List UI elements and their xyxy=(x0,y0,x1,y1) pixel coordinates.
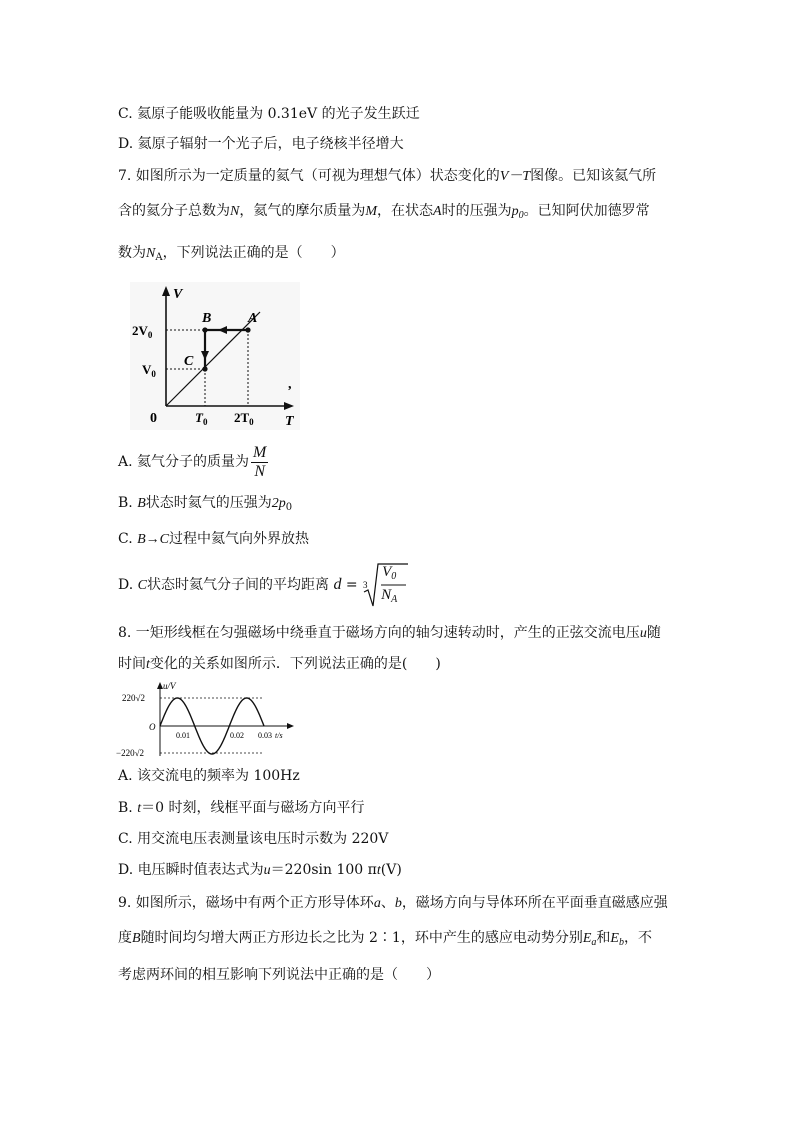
stray-comma: , xyxy=(288,377,292,392)
point-c xyxy=(202,366,207,371)
q8-option-b: B. t＝0 时刻，线框平面与磁场方向平行 xyxy=(118,800,365,816)
cube-root-formula: 3 $V_0$ $N_A$ xyxy=(362,562,408,608)
axis-t-label: T xyxy=(285,414,294,429)
ymin-label: −220√2 xyxy=(116,748,145,758)
q7-option-b: B. B状态时氦气的压强为$2p_0$ xyxy=(118,495,293,513)
q9-stem-line3: 考虑两环间的相互影响下列说法中正确的是（ ） xyxy=(118,967,440,983)
q7-stem-line1: 7. 如图所示为一定质量的氦气（可视为理想气体）状态变化的V－T图像。已知该氦气所 xyxy=(118,168,657,184)
label-point-a: A xyxy=(248,311,258,326)
q7-option-d: D. C状态时氦气分子间的平均距离 d = 3 $V_0$ $N_A$ xyxy=(118,560,408,611)
origin-label: 0 xyxy=(150,411,157,426)
q7-option-c: C. B→C过程中氦气向外界放热 xyxy=(118,531,310,547)
sine-graph xyxy=(114,680,294,760)
label-point-b: B xyxy=(202,311,212,326)
ylabel: u/V xyxy=(163,681,176,691)
label-2v0: $2V_0$ xyxy=(132,323,153,340)
svg-text:3: 3 xyxy=(363,580,368,590)
ymax-label: 220√2 xyxy=(122,693,145,703)
q8-option-c: C. 用交流电压表测量该电压时示数为 220V xyxy=(118,831,389,847)
tick-003: 0.03 xyxy=(258,731,272,740)
q8-stem-line2: 时间t变化的关系如图所示．下列说法正确的是( ) xyxy=(118,656,441,672)
q7-stem-line2: 含的氦分子总数为N，氦气的摩尔质量为M，在状态A时的压强为$p_0$。已知阿伏加德罗常 xyxy=(118,203,650,221)
q6-option-d: D. 氦原子辐射一个光子后，电子绕核半径增大 xyxy=(118,136,404,152)
vt-graph xyxy=(130,282,300,430)
q9-stem-line2: 度B随时间均匀增大两正方形边长之比为 2∶1，环中产生的感应电动势分别$E_a$和$E_b$，不 xyxy=(118,930,652,948)
tick-002: 0.02 xyxy=(230,731,244,740)
q6-option-c: C. 氦原子能吸收能量为 0.31eV 的光子发生跃迁 xyxy=(118,106,420,122)
q7-option-a: A. 氦气分子的质量为 $\frac{M}{N}$ xyxy=(118,443,267,480)
q9-stem-line1: 9. 如图所示，磁场中有两个正方形导体环a、b，磁场方向与导体环所在平面垂直磁感应强 xyxy=(118,895,668,911)
q8-option-a: A. 该交流电的频率为 100Hz xyxy=(118,768,300,784)
label-point-c: C xyxy=(184,354,194,369)
q7-stem-line3: 数为$N_A$，下列说法正确的是（ ） xyxy=(118,245,345,263)
point-b xyxy=(202,327,207,332)
q8-option-d: D. 电压瞬时值表达式为u＝220sin 100 πt(V) xyxy=(118,862,402,878)
tick-001: 0.01 xyxy=(176,731,190,740)
label-v0: $V_0$ xyxy=(142,362,156,379)
q8-stem-line1: 8. 一矩形线框在匀强磁场中绕垂直于磁场方向的轴匀速转动时，产生的正弦交流电压u随 xyxy=(118,625,661,641)
label-2t0: $2T_0$ xyxy=(234,410,254,427)
axis-v-label: V xyxy=(173,287,183,302)
label-t0: $T_0$ xyxy=(195,410,208,427)
xlabel: t/s xyxy=(275,731,283,740)
origin-label: O xyxy=(149,722,156,732)
fraction-m-over-n: $\frac{M}{N}$ xyxy=(253,443,267,480)
point-a xyxy=(245,327,250,332)
